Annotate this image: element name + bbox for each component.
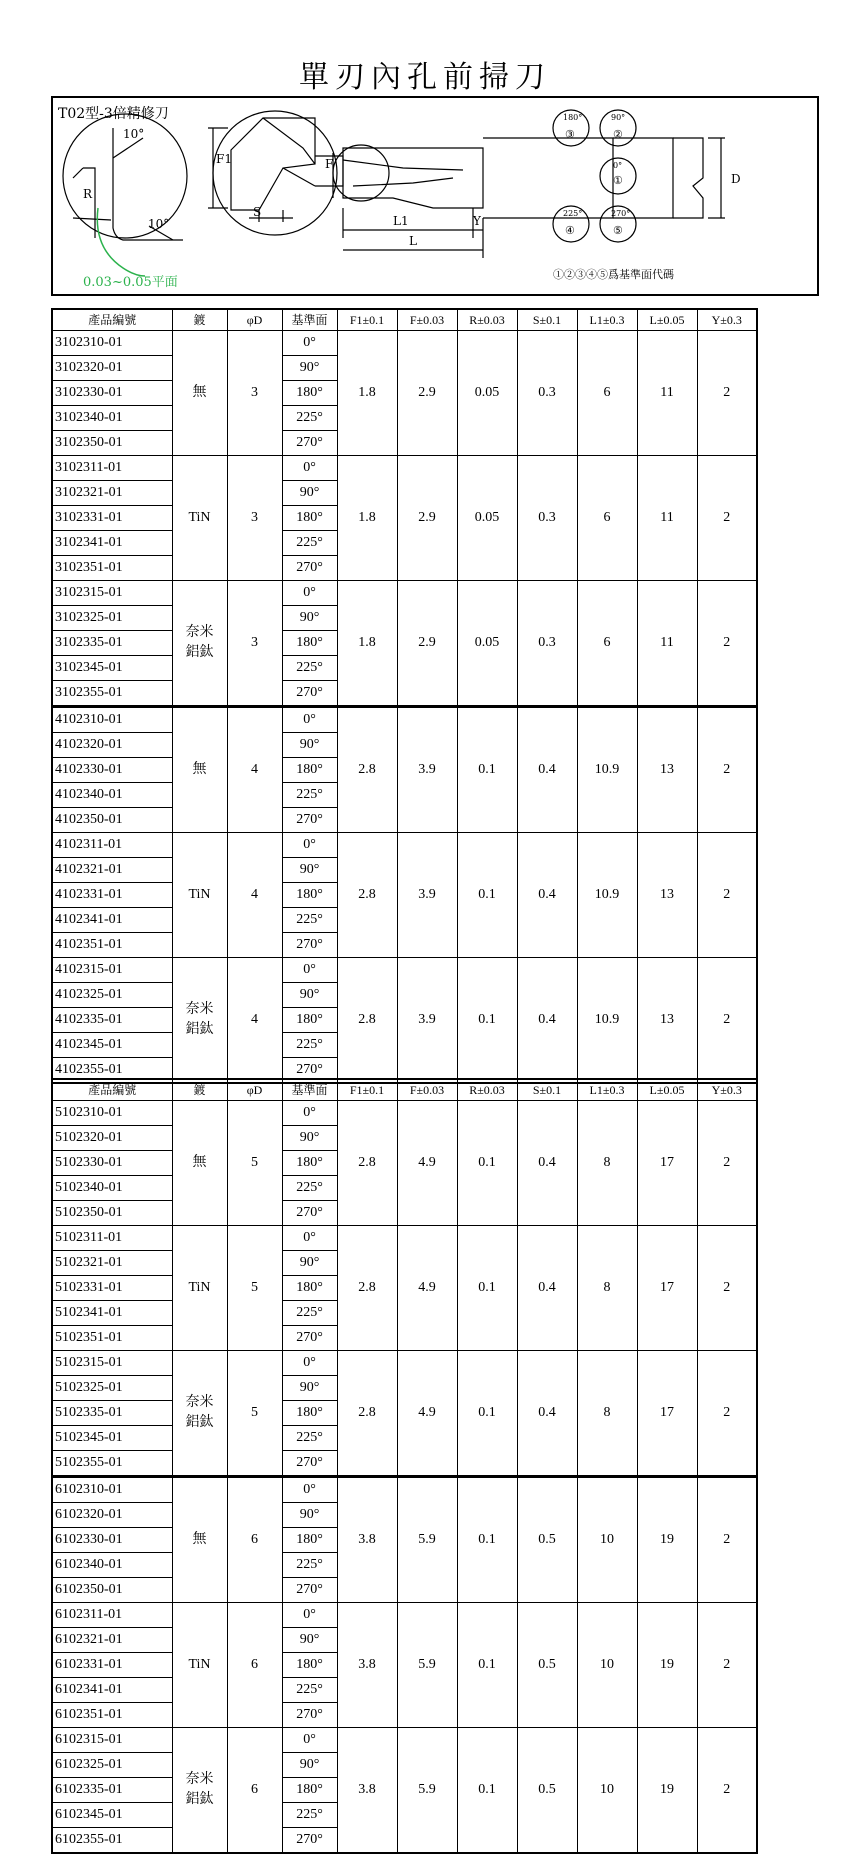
diameter-cell: 5	[227, 1226, 282, 1351]
spec-value-s: 0.4	[517, 1226, 577, 1351]
column-header: F1±0.1	[337, 309, 397, 331]
datum-face-cell: 270°	[282, 933, 337, 958]
product-code: 6102335-01	[52, 1778, 172, 1803]
spec-value-l: 19	[637, 1603, 697, 1728]
table-header-row	[52, 309, 757, 331]
product-code: 3102320-01	[52, 356, 172, 381]
spec-value-r: 0.1	[457, 1351, 517, 1477]
position-code: ③	[565, 128, 575, 141]
datum-face-cell: 270°	[282, 1578, 337, 1603]
product-code: 4102345-01	[52, 1033, 172, 1058]
spec-value-f1: 1.8	[337, 581, 397, 707]
datum-face-cell: 0°	[282, 958, 337, 983]
spec-value-r: 0.1	[457, 958, 517, 1084]
column-header: 產品編號	[52, 309, 172, 331]
product-code: 4102311-01	[52, 833, 172, 858]
position-code: ①	[613, 174, 623, 187]
datum-face-cell: 225°	[282, 406, 337, 431]
table-row	[52, 1603, 757, 1628]
datum-face-cell: 90°	[282, 983, 337, 1008]
spec-value-l1: 10.9	[577, 707, 637, 833]
diameter-cell: 3	[227, 456, 282, 581]
product-code: 3102315-01	[52, 581, 172, 606]
datum-face-cell: 225°	[282, 1301, 337, 1326]
spec-value-l: 11	[637, 581, 697, 707]
datum-face-cell: 0°	[282, 331, 337, 356]
spec-value-f: 3.9	[397, 707, 457, 833]
datum-face-cell: 225°	[282, 783, 337, 808]
datum-face-cell: 90°	[282, 1126, 337, 1151]
product-code: 6102350-01	[52, 1578, 172, 1603]
datum-face-cell: 180°	[282, 1008, 337, 1033]
spec-table	[51, 1078, 758, 1854]
datum-face-cell: 180°	[282, 1528, 337, 1553]
product-code: 6102330-01	[52, 1528, 172, 1553]
spec-value-s: 0.3	[517, 331, 577, 456]
column-header: L1±0.3	[577, 1079, 637, 1101]
column-header: S±0.1	[517, 309, 577, 331]
column-header: 基準面	[282, 309, 337, 331]
datum-face-cell: 90°	[282, 356, 337, 381]
datum-face-cell: 0°	[282, 1477, 337, 1503]
spec-value-y: 2	[697, 1728, 757, 1854]
product-code: 4102315-01	[52, 958, 172, 983]
datum-face-cell: 180°	[282, 1778, 337, 1803]
spec-value-y: 2	[697, 833, 757, 958]
product-code: 6102341-01	[52, 1678, 172, 1703]
spec-value-l: 11	[637, 331, 697, 456]
product-code: 3102350-01	[52, 431, 172, 456]
product-code: 6102311-01	[52, 1603, 172, 1628]
datum-face-cell: 180°	[282, 631, 337, 656]
spec-value-f: 4.9	[397, 1226, 457, 1351]
spec-value-y: 2	[697, 1101, 757, 1226]
spec-value-l: 17	[637, 1351, 697, 1477]
spec-value-y: 2	[697, 456, 757, 581]
datum-face-cell: 180°	[282, 1401, 337, 1426]
spec-value-l1: 10.9	[577, 833, 637, 958]
product-code: 5102335-01	[52, 1401, 172, 1426]
product-code: 4102340-01	[52, 783, 172, 808]
datum-face-cell: 0°	[282, 1226, 337, 1251]
datum-face-cell: 270°	[282, 431, 337, 456]
diameter-cell: 4	[227, 707, 282, 833]
product-code: 5102345-01	[52, 1426, 172, 1451]
spec-value-f1: 2.8	[337, 833, 397, 958]
spec-value-l1: 10	[577, 1477, 637, 1603]
diameter-cell: 3	[227, 331, 282, 456]
coating-cell: TiN	[172, 833, 227, 958]
position-angle: 180°	[563, 113, 583, 122]
dim-label-s: S	[253, 205, 262, 219]
spec-value-f1: 3.8	[337, 1728, 397, 1854]
spec-value-f: 2.9	[397, 456, 457, 581]
spec-value-r: 0.1	[457, 1101, 517, 1226]
spec-value-r: 0.1	[457, 1728, 517, 1854]
datum-face-cell: 0°	[282, 456, 337, 481]
position-code: ⑤	[613, 224, 623, 237]
datum-face-cell: 270°	[282, 681, 337, 707]
dim-label-l: L	[409, 234, 417, 248]
spec-value-s: 0.3	[517, 456, 577, 581]
spec-value-f: 5.9	[397, 1728, 457, 1854]
datum-face-cell: 0°	[282, 707, 337, 733]
table-row	[52, 331, 757, 356]
datum-face-cell: 225°	[282, 531, 337, 556]
product-code: 6102340-01	[52, 1553, 172, 1578]
spec-value-f1: 3.8	[337, 1477, 397, 1603]
datum-face-cell: 225°	[282, 656, 337, 681]
datum-face-cell: 90°	[282, 1503, 337, 1528]
coating-cell: TiN	[172, 1603, 227, 1728]
datum-face-cell: 270°	[282, 556, 337, 581]
reference-note: ①②③④⑤爲基準面代碼	[553, 268, 674, 281]
spec-value-f: 5.9	[397, 1603, 457, 1728]
position-code: ④	[565, 224, 575, 237]
column-header: R±0.03	[457, 1079, 517, 1101]
diameter-cell: 5	[227, 1351, 282, 1477]
position-angle: 270°	[611, 209, 631, 218]
product-code: 4102331-01	[52, 883, 172, 908]
product-code: 3102345-01	[52, 656, 172, 681]
position-angle: 90°	[611, 113, 626, 122]
datum-face-cell: 0°	[282, 581, 337, 606]
spec-value-r: 0.1	[457, 1603, 517, 1728]
product-code: 6102320-01	[52, 1503, 172, 1528]
tool-drawing	[53, 98, 821, 298]
product-code: 6102315-01	[52, 1728, 172, 1753]
diameter-cell: 4	[227, 958, 282, 1084]
spec-table	[51, 308, 758, 1084]
spec-value-f1: 1.8	[337, 331, 397, 456]
coating-cell: 無	[172, 707, 227, 833]
product-code: 6102345-01	[52, 1803, 172, 1828]
product-code: 3102310-01	[52, 331, 172, 356]
spec-value-s: 0.3	[517, 581, 577, 707]
spec-value-s: 0.4	[517, 1351, 577, 1477]
spec-value-s: 0.5	[517, 1728, 577, 1854]
datum-face-cell: 270°	[282, 808, 337, 833]
spec-value-f: 4.9	[397, 1351, 457, 1477]
column-header: φD	[227, 1079, 282, 1101]
column-header: F1±0.1	[337, 1079, 397, 1101]
dim-label-f: F	[325, 157, 334, 171]
table-row	[52, 1226, 757, 1251]
coating-cell: TiN	[172, 456, 227, 581]
angle-label: 10°	[123, 127, 145, 141]
column-header: S±0.1	[517, 1079, 577, 1101]
spec-value-f1: 2.8	[337, 1226, 397, 1351]
product-code: 5102330-01	[52, 1151, 172, 1176]
dim-label-l1: L1	[393, 214, 409, 228]
product-code: 4102355-01	[52, 1058, 172, 1084]
datum-face-cell: 90°	[282, 1753, 337, 1778]
product-code: 6102355-01	[52, 1828, 172, 1854]
table-row	[52, 833, 757, 858]
spec-value-y: 2	[697, 1351, 757, 1477]
spec-value-y: 2	[697, 707, 757, 833]
product-code: 4102320-01	[52, 733, 172, 758]
spec-value-l1: 8	[577, 1101, 637, 1226]
position-angle: 225°	[563, 209, 583, 218]
column-header: 基準面	[282, 1079, 337, 1101]
spec-value-l1: 6	[577, 456, 637, 581]
spec-value-l1: 8	[577, 1351, 637, 1477]
spec-value-f: 3.9	[397, 958, 457, 1084]
product-code: 5102341-01	[52, 1301, 172, 1326]
column-header: 鍍	[172, 309, 227, 331]
datum-face-cell: 225°	[282, 1553, 337, 1578]
datum-face-cell: 0°	[282, 1728, 337, 1753]
datum-face-cell: 270°	[282, 1703, 337, 1728]
spec-value-f: 5.9	[397, 1477, 457, 1603]
diameter-cell: 6	[227, 1603, 282, 1728]
column-header: R±0.03	[457, 309, 517, 331]
spec-value-l: 19	[637, 1477, 697, 1603]
product-code: 5102350-01	[52, 1201, 172, 1226]
diameter-cell: 6	[227, 1728, 282, 1854]
datum-face-cell: 90°	[282, 858, 337, 883]
datum-face-cell: 225°	[282, 1803, 337, 1828]
spec-value-l: 17	[637, 1226, 697, 1351]
datum-face-cell: 270°	[282, 1201, 337, 1226]
product-code: 3102331-01	[52, 506, 172, 531]
product-code: 3102340-01	[52, 406, 172, 431]
spec-value-l1: 6	[577, 581, 637, 707]
product-code: 5102331-01	[52, 1276, 172, 1301]
spec-value-f: 2.9	[397, 331, 457, 456]
column-header: F±0.03	[397, 309, 457, 331]
product-code: 3102355-01	[52, 681, 172, 707]
spec-value-l: 13	[637, 833, 697, 958]
spec-value-r: 0.05	[457, 331, 517, 456]
angle-label: 10°	[148, 217, 170, 231]
spec-value-y: 2	[697, 1477, 757, 1603]
position-code: ②	[613, 128, 623, 141]
datum-face-cell: 270°	[282, 1058, 337, 1084]
datum-face-cell: 180°	[282, 506, 337, 531]
spec-value-f: 3.9	[397, 833, 457, 958]
spec-value-r: 0.1	[457, 707, 517, 833]
coating-cell: TiN	[172, 1226, 227, 1351]
spec-value-r: 0.05	[457, 581, 517, 707]
spec-value-r: 0.1	[457, 833, 517, 958]
datum-face-cell: 270°	[282, 1326, 337, 1351]
datum-face-cell: 225°	[282, 908, 337, 933]
product-code: 3102321-01	[52, 481, 172, 506]
product-code: 5102310-01	[52, 1101, 172, 1126]
datum-face-cell: 0°	[282, 833, 337, 858]
table-row	[52, 1477, 757, 1503]
column-header: Y±0.3	[697, 1079, 757, 1101]
product-code: 3102311-01	[52, 456, 172, 481]
column-header: 產品編號	[52, 1079, 172, 1101]
product-code: 5102320-01	[52, 1126, 172, 1151]
spec-value-l: 13	[637, 958, 697, 1084]
spec-value-y: 2	[697, 581, 757, 707]
flat-tolerance-note: 0.03~0.05平面	[83, 275, 178, 290]
datum-face-cell: 90°	[282, 1251, 337, 1276]
datum-face-cell: 180°	[282, 381, 337, 406]
spec-value-l: 19	[637, 1728, 697, 1854]
product-code: 4102335-01	[52, 1008, 172, 1033]
spec-value-s: 0.5	[517, 1477, 577, 1603]
spec-value-r: 0.1	[457, 1477, 517, 1603]
spec-value-f1: 2.8	[337, 707, 397, 833]
datum-face-cell: 180°	[282, 883, 337, 908]
spec-value-l1: 10	[577, 1603, 637, 1728]
product-code: 4102325-01	[52, 983, 172, 1008]
spec-value-f: 4.9	[397, 1101, 457, 1226]
spec-value-y: 2	[697, 958, 757, 1084]
product-code: 3102325-01	[52, 606, 172, 631]
datum-face-cell: 180°	[282, 758, 337, 783]
datum-face-cell: 180°	[282, 1653, 337, 1678]
coating-cell: 無	[172, 1101, 227, 1226]
spec-value-l: 11	[637, 456, 697, 581]
product-code: 4102330-01	[52, 758, 172, 783]
dim-label-y: Y	[473, 214, 481, 228]
spec-value-l: 13	[637, 707, 697, 833]
spec-value-f1: 2.8	[337, 1351, 397, 1477]
table-row	[52, 456, 757, 481]
spec-value-r: 0.05	[457, 456, 517, 581]
spec-value-s: 0.4	[517, 1101, 577, 1226]
product-code: 6102331-01	[52, 1653, 172, 1678]
spec-value-l: 17	[637, 1101, 697, 1226]
coating-cell: 無	[172, 331, 227, 456]
product-code: 5102340-01	[52, 1176, 172, 1201]
column-header: L1±0.3	[577, 309, 637, 331]
datum-face-cell: 180°	[282, 1151, 337, 1176]
spec-value-f1: 2.8	[337, 958, 397, 1084]
spec-value-l1: 10	[577, 1728, 637, 1854]
spec-value-f1: 3.8	[337, 1603, 397, 1728]
datum-face-cell: 270°	[282, 1451, 337, 1477]
column-header: L±0.05	[637, 1079, 697, 1101]
coating-cell: 奈米鋁鈦	[172, 1728, 227, 1854]
spec-value-s: 0.4	[517, 707, 577, 833]
spec-value-s: 0.5	[517, 1603, 577, 1728]
datum-face-cell: 225°	[282, 1033, 337, 1058]
product-code: 5102321-01	[52, 1251, 172, 1276]
column-header: 鍍	[172, 1079, 227, 1101]
product-code: 5102315-01	[52, 1351, 172, 1376]
radius-label: R	[83, 187, 93, 201]
diameter-cell: 6	[227, 1477, 282, 1603]
spec-value-y: 2	[697, 1226, 757, 1351]
product-code: 5102325-01	[52, 1376, 172, 1401]
diameter-cell: 5	[227, 1101, 282, 1226]
datum-face-cell: 90°	[282, 1376, 337, 1401]
table-row	[52, 581, 757, 606]
product-code: 6102321-01	[52, 1628, 172, 1653]
column-header: φD	[227, 309, 282, 331]
product-code: 3102351-01	[52, 556, 172, 581]
datum-face-cell: 270°	[282, 1828, 337, 1854]
datum-face-cell: 225°	[282, 1176, 337, 1201]
spec-value-r: 0.1	[457, 1226, 517, 1351]
table-row	[52, 1101, 757, 1126]
table-row	[52, 1728, 757, 1753]
dim-label-d: D	[731, 172, 741, 186]
datum-face-cell: 0°	[282, 1101, 337, 1126]
product-code: 4102321-01	[52, 858, 172, 883]
spec-value-y: 2	[697, 1603, 757, 1728]
product-code: 4102350-01	[52, 808, 172, 833]
model-label: T02型-3倍精修刀	[58, 106, 169, 122]
product-code: 6102310-01	[52, 1477, 172, 1503]
product-code: 5102351-01	[52, 1326, 172, 1351]
column-header: Y±0.3	[697, 309, 757, 331]
coating-cell: 奈米鋁鈦	[172, 581, 227, 707]
spec-value-f: 2.9	[397, 581, 457, 707]
datum-face-cell: 90°	[282, 481, 337, 506]
product-code: 4102351-01	[52, 933, 172, 958]
product-code: 3102330-01	[52, 381, 172, 406]
datum-face-cell: 90°	[282, 1628, 337, 1653]
spec-value-s: 0.4	[517, 833, 577, 958]
table-header-row	[52, 1079, 757, 1101]
datum-face-cell: 180°	[282, 1276, 337, 1301]
diameter-cell: 3	[227, 581, 282, 707]
product-code: 3102341-01	[52, 531, 172, 556]
spec-value-y: 2	[697, 331, 757, 456]
dim-label-f1: F1	[216, 152, 232, 166]
spec-value-l1: 10.9	[577, 958, 637, 1084]
table-row	[52, 958, 757, 983]
spec-value-l1: 6	[577, 331, 637, 456]
product-code: 3102335-01	[52, 631, 172, 656]
product-code: 4102341-01	[52, 908, 172, 933]
column-header: L±0.05	[637, 309, 697, 331]
datum-face-cell: 225°	[282, 1678, 337, 1703]
tool-diagram	[51, 96, 819, 296]
product-code: 5102311-01	[52, 1226, 172, 1251]
table-row	[52, 1351, 757, 1376]
datum-face-cell: 0°	[282, 1603, 337, 1628]
spec-value-f1: 1.8	[337, 456, 397, 581]
datum-face-cell: 90°	[282, 606, 337, 631]
spec-value-s: 0.4	[517, 958, 577, 1084]
coating-cell: 無	[172, 1477, 227, 1603]
coating-cell: 奈米鋁鈦	[172, 958, 227, 1084]
product-code: 6102325-01	[52, 1753, 172, 1778]
diameter-cell: 4	[227, 833, 282, 958]
datum-face-cell: 225°	[282, 1426, 337, 1451]
table-row	[52, 707, 757, 733]
spec-value-f1: 2.8	[337, 1101, 397, 1226]
product-code: 4102310-01	[52, 707, 172, 733]
datum-face-cell: 90°	[282, 733, 337, 758]
product-code: 6102351-01	[52, 1703, 172, 1728]
coating-cell: 奈米鋁鈦	[172, 1351, 227, 1477]
page-title: 單刃內孔前掃刀	[299, 60, 551, 95]
position-angle: 0°	[613, 161, 623, 170]
product-code: 5102355-01	[52, 1451, 172, 1477]
datum-face-cell: 0°	[282, 1351, 337, 1376]
spec-value-l1: 8	[577, 1226, 637, 1351]
column-header: F±0.03	[397, 1079, 457, 1101]
flat-callout-line	[97, 208, 145, 276]
